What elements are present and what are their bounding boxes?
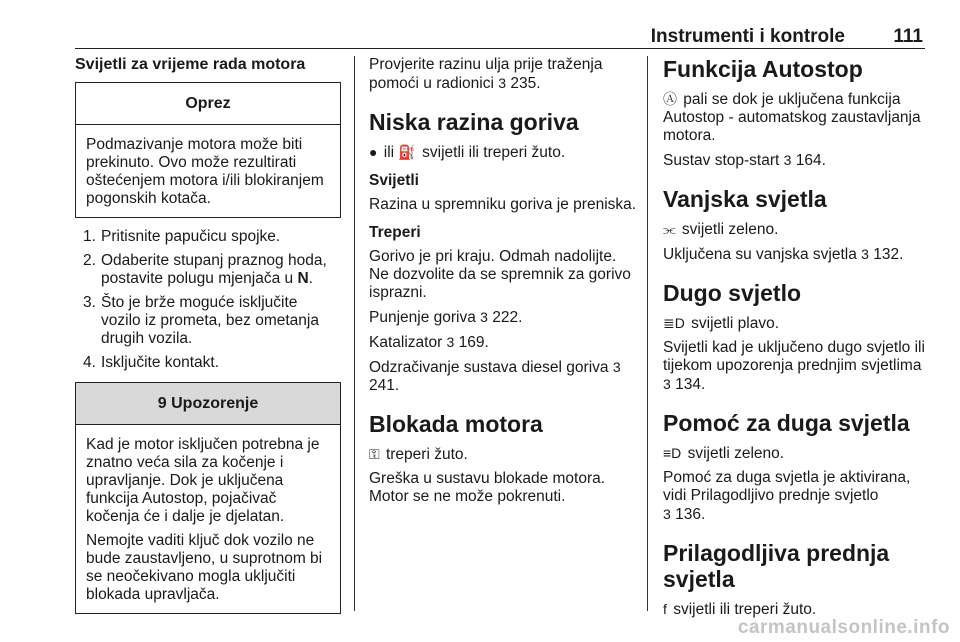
high-beam-text: Svijetli kad je uključeno dugo svjetlo ili tijekom upozorenja prednjim svjetlima 3 134.	[663, 339, 925, 393]
warning-triangle-icon: 9	[157, 395, 167, 412]
column-divider-1	[354, 56, 355, 611]
low-fuel-heading: Niska razina goriva	[369, 109, 579, 135]
high-beam-heading: Dugo svjetlo	[663, 280, 802, 306]
watermark: carmanualsonline.info	[737, 617, 950, 638]
xref-arrow-icon: 3	[861, 246, 869, 262]
immobilizer-key-icon: ⚿	[369, 446, 380, 462]
adaptive-lights-indicator: f svijetli ili treperi žuto.	[663, 601, 817, 618]
xref-arrow-icon: 3	[663, 376, 671, 392]
side-lights-icon: ⫘	[663, 221, 676, 237]
exterior-lights-ref: Uključena su vanjska svjetla 3 132.	[663, 246, 904, 263]
flashing-text: Gorivo je pri kraju. Odmah nadolijte. Ne dozvolite da se spremnik za gorivo isprazni.	[369, 248, 631, 301]
lit-text: Razina u spremniku goriva je preniska.	[369, 196, 637, 213]
column-1	[75, 56, 341, 624]
warning-title: Upozorenje	[171, 395, 259, 412]
exterior-lights-indicator: ⫘ svijetli zeleno.	[663, 221, 779, 238]
high-beam-assist-indicator: ≡D svijetli zeleno.	[663, 445, 785, 462]
autostop-text: Ⓐ pali se dok je uključena funkcija Autostop - automatskog zaustavljanja motora.	[663, 91, 921, 144]
list-item: 2. Odaberite stupanj praznog hoda, postavite polugu mjenjača u N.	[83, 252, 327, 287]
fuel-ref-2: Katalizator 3 169.	[369, 334, 489, 351]
column-2	[369, 56, 637, 512]
immobilizer-indicator: ⚿ treperi žuto.	[369, 446, 468, 463]
autostop-heading: Funkcija Autostop	[663, 56, 863, 82]
high-beam-assist-text: Pomoć za duga svjetla je aktivirana, vidi Prilagodljivo prednje svjetlo 3 136.	[663, 469, 911, 523]
warning-text-1: Kad je motor isključen potrebna je znatno veća sila za kočenje i upravljanje. Dok je uključena funkcija Autostop, pojačivač kočenja će i dalje je djelatan.	[86, 436, 320, 525]
column-3	[663, 56, 929, 625]
immobilizer-heading: Blokada motora	[369, 411, 543, 437]
fuel-ref-3: Odzračivanje sustava diesel goriva 3 241.	[369, 359, 621, 394]
high-beam-indicator: ≣D svijetli plavo.	[663, 315, 780, 332]
high-beam-assist-icon: ≡D	[663, 445, 682, 461]
list-item: 4. Isključite kontakt.	[83, 354, 220, 371]
low-fuel-indicator: ● ili ⛽ svijetli ili treperi žuto.	[369, 144, 566, 161]
xref-arrow-icon: 3	[663, 506, 671, 522]
exterior-lights-heading: Vanjska svjetla	[663, 186, 827, 212]
warning-box	[75, 382, 341, 614]
caution-text: Podmazivanje motora može biti prekinuto. Ovo može rezultirati oštećenjem motora i/ili blokiranjem pogonskih kotača.	[86, 136, 324, 207]
column-divider-2	[647, 56, 648, 611]
list-item: 3. Što je brže moguće isključite vozilo iz prometa, bez ometanja drugih vozila.	[83, 294, 319, 347]
warning-header	[76, 383, 340, 425]
section-title: Instrumenti i kontrole	[650, 26, 845, 47]
page-number: 111	[893, 26, 923, 47]
xref-arrow-icon: 3	[783, 152, 792, 168]
page-header	[75, 22, 925, 49]
fuel-ref-1: Punjenje goriva 3 222.	[369, 309, 523, 326]
adaptive-light-icon: f	[663, 601, 667, 617]
fuel-pump-icon: ⛽	[398, 144, 416, 160]
lit-subheading: Svijetli	[369, 172, 419, 189]
immobilizer-text: Greška u sustavu blokade motora. Motor se ne može pokrenuti.	[369, 470, 606, 505]
xref-arrow-icon: 3	[446, 334, 455, 350]
xref-arrow-icon: 3	[480, 309, 488, 325]
autostop-ref: Sustav stop-start 3 164.	[663, 152, 826, 169]
caution-box	[75, 82, 341, 218]
xref-arrow-icon: 3	[498, 75, 507, 91]
flashing-subheading: Treperi	[369, 224, 421, 241]
autostop-icon: Ⓐ	[663, 91, 677, 107]
high-beam-icon: ≣D	[663, 315, 685, 331]
steps-list	[75, 228, 341, 372]
high-beam-assist-heading: Pomoć za duga svjetla	[663, 410, 910, 436]
caution-title: Oprez	[76, 83, 340, 125]
list-item: 1. Pritisnite papučicu spojke.	[83, 228, 281, 245]
engine-running-heading: Svijetli za vrijeme rada motora	[75, 56, 306, 73]
oil-check-text: Provjerite razinu ulja prije traženja pomoći u radionici 3 235.	[369, 56, 603, 92]
warning-text-2: Nemojte vaditi ključ dok vozilo ne bude zaustavljeno, u suprotnom bi se neočekivano mogla uključiti blokada upravljača.	[86, 532, 323, 603]
fuel-dot-icon: ●	[369, 144, 378, 160]
adaptive-lights-heading: Prilagodljiva prednja svjetla	[663, 540, 890, 592]
xref-arrow-icon: 3	[612, 359, 621, 375]
